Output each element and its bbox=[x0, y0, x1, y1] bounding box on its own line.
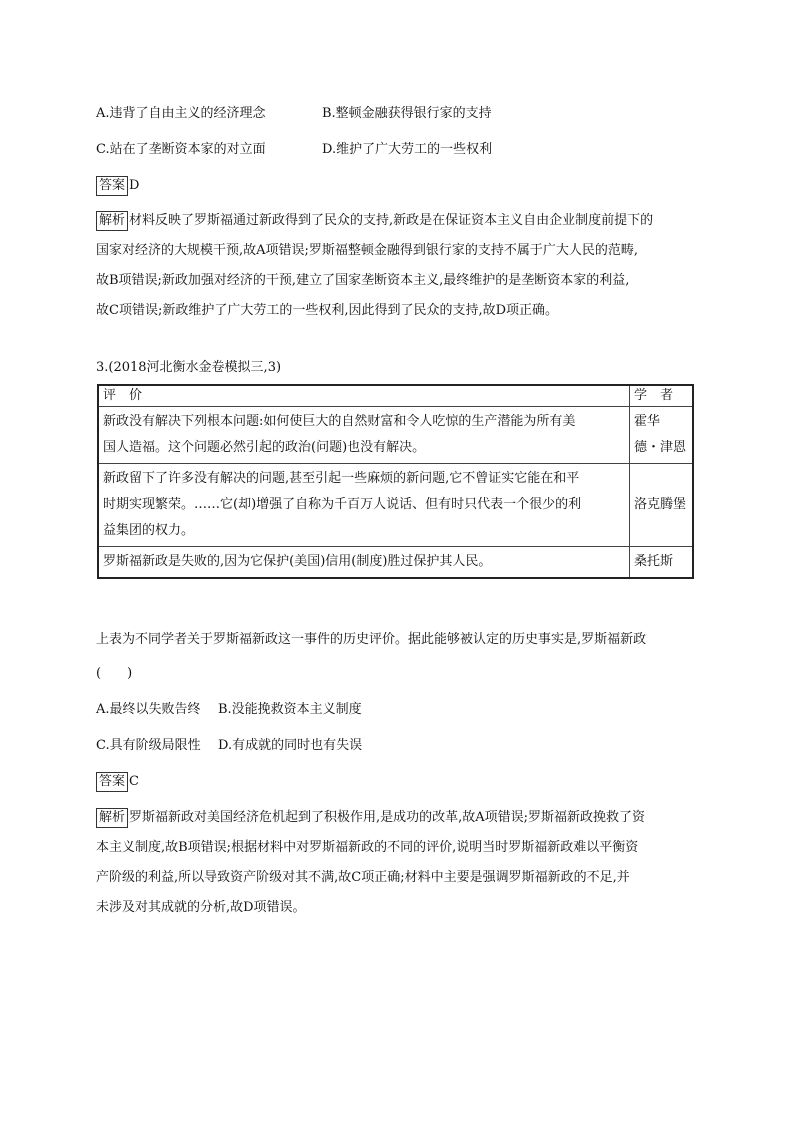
table-header-eval: 评 价 bbox=[98, 385, 630, 407]
q2-answer bbox=[96, 176, 139, 196]
table-row bbox=[98, 464, 693, 547]
q2-option-d: D.维护了广大劳工的一些权利 bbox=[322, 142, 493, 157]
table-cell-eval: 罗斯福新政是失败的,因为它保护(美国)信用(制度)胜过保护其人民。 bbox=[98, 547, 630, 579]
q3-option-b: B.没能挽救资本主义制度 bbox=[218, 702, 362, 717]
q2-analysis bbox=[96, 206, 696, 326]
q3-answer-blank: ( ) bbox=[96, 666, 133, 681]
q2-option-a: A.违背了自由主义的经济理念 bbox=[96, 106, 266, 121]
table-row bbox=[98, 407, 693, 464]
q2-analysis-line: 国家对经济的大规模干预,故A项错误;罗斯福整顿金融得到银行家的支持不属于广大人民的范畴, bbox=[96, 243, 639, 258]
q3-stem: 上表为不同学者关于罗斯福新政这一事件的历史评价。据此能够被认定的历史事实是,罗斯福新政 bbox=[96, 632, 647, 647]
q3-analysis-line: 本主义制度,故B项错误;根据材料中对罗斯福新政的不同的评价,说明当时罗斯福新政难以平衡资 bbox=[96, 840, 639, 855]
q3-option-d: D.有成就的同时也有失误 bbox=[218, 738, 363, 753]
q2-analysis-line: 故B项错误;新政加强对经济的干预,建立了国家垄断资本主义,最终维护的是垄断资本家的利益, bbox=[96, 273, 630, 288]
q3-analysis bbox=[96, 803, 696, 923]
table-cell-scholar: 洛克腾堡 bbox=[630, 464, 694, 547]
q2-options-row-2 bbox=[96, 140, 492, 160]
q3-source: 3.(2018河北衡水金卷模拟三,3) bbox=[96, 360, 282, 375]
q3-analysis-line: 未涉及对其成就的分析,故D项错误。 bbox=[96, 900, 306, 915]
q3-analysis-line: 产阶级的利益,所以导致资产阶级对其不满,故C项正确;材料中主要是强调罗斯福新政的不足,并 bbox=[96, 870, 630, 885]
q2-option-c: C.站在了垄断资本家的对立面 bbox=[96, 142, 266, 157]
q3-answer-value: C bbox=[129, 774, 139, 789]
table-header-scholar: 学 者 bbox=[630, 385, 694, 407]
q3-answer-label: 答案 bbox=[96, 772, 128, 792]
q3-answer bbox=[96, 772, 139, 792]
q3-option-a: A.最终以失败告终 bbox=[96, 702, 201, 717]
q2-analysis-line: 故C项错误;新政维护了广大劳工的一些权利,因此得到了民众的支持,故D项正确。 bbox=[96, 303, 559, 318]
table-header-row bbox=[98, 385, 693, 407]
evaluation-table bbox=[97, 384, 694, 579]
table-cell-eval: 新政留下了许多没有解决的问题,甚至引起一些麻烦的新问题,它不曾证实它能在和平 时期实现繁荣。……它(却)增强了自称为千百万人说话、但有时只代表一个很少的利 益集团的权力。 bbox=[98, 464, 630, 547]
table-cell-eval: 新政没有解决下列根本问题:如何使巨大的自然财富和令人吃惊的生产潜能为所有美 国人造福。这个问题必然引起的政治(问题)也没有解决。 bbox=[98, 407, 630, 464]
q2-analysis-label: 解析 bbox=[96, 211, 128, 231]
q2-options-row-1 bbox=[96, 104, 492, 124]
q3-analysis-label: 解析 bbox=[96, 808, 128, 828]
q3-options-row-1 bbox=[96, 700, 362, 720]
table-cell-scholar: 霍华 德・津恩 bbox=[630, 407, 694, 464]
q2-option-b: B.整顿金融获得银行家的支持 bbox=[322, 106, 492, 121]
q2-answer-value: D bbox=[129, 178, 140, 193]
q3-analysis-line: 解析 罗斯福新政对美国经济危机起到了积极作用,是成功的改革,故A项错误;罗斯福新政挽救了资 bbox=[96, 803, 696, 833]
q2-answer-label: 答案 bbox=[96, 176, 128, 196]
q2-analysis-line: 解析 材料反映了罗斯福通过新政得到了民众的支持,新政是在保证资本主义自由企业制度前提下的 bbox=[96, 206, 696, 236]
table-cell-scholar: 桑托斯 bbox=[630, 547, 694, 579]
q3-option-c: C.具有阶级局限性 bbox=[96, 738, 201, 753]
q3-options-row-2 bbox=[96, 736, 362, 756]
table-row bbox=[98, 547, 693, 579]
